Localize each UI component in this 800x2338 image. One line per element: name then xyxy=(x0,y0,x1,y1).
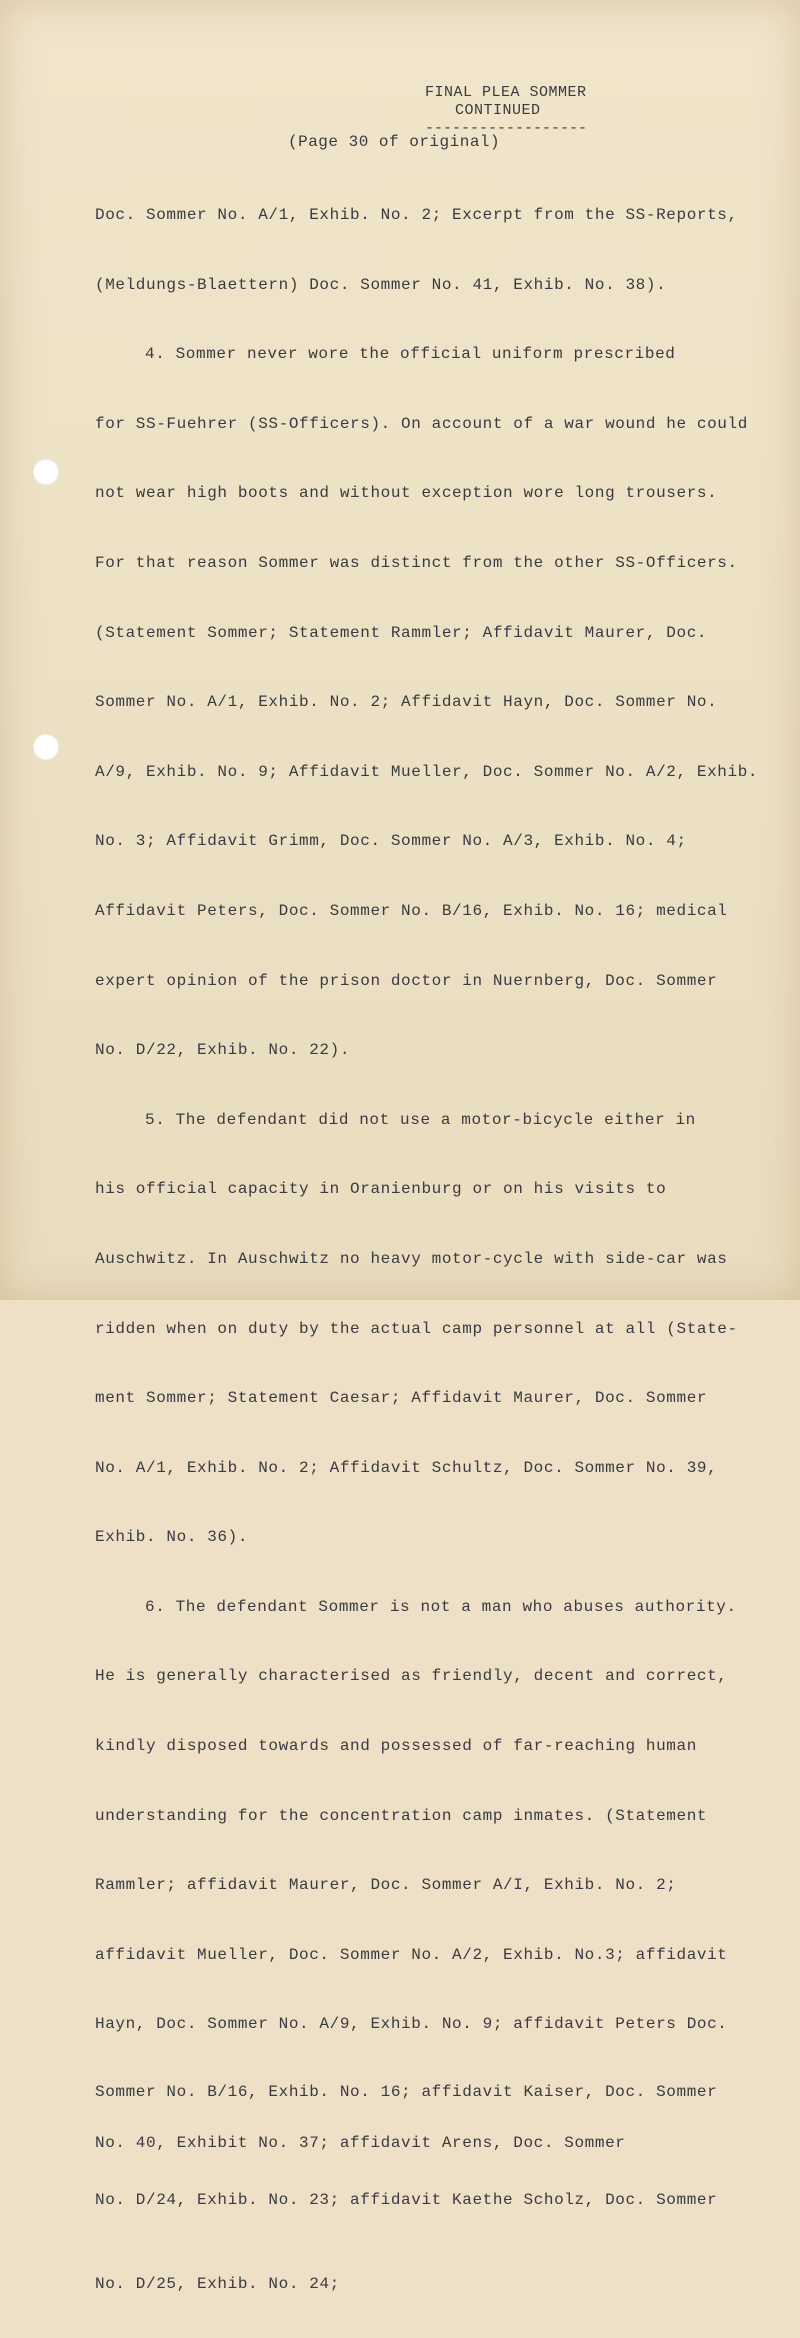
header-continued: CONTINUED xyxy=(455,102,541,119)
text-line: For that reason Sommer was distinct from the other SS-Officers. xyxy=(95,553,738,572)
punch-hole xyxy=(33,734,59,760)
header-block xyxy=(425,84,625,138)
text-line: A/9, Exhib. No. 9; Affidavit Mueller, Doc. Sommer No. A/2, Exhib. xyxy=(95,762,759,781)
text-line: Sommer No. B/16, Exhib. No. 16; affidavit Kaiser, Doc. Sommer xyxy=(95,2083,718,2102)
text-line: Doc. Sommer No. A/1, Exhib. No. 2; Excerpt from the SS-Reports, xyxy=(95,206,738,224)
text-line: expert opinion of the prison doctor in Nuernberg, Doc. Sommer xyxy=(95,971,718,990)
text-line: (Meldungs-Blaettern) Doc. Sommer No. 41, Exhib. No. 38). xyxy=(95,275,667,294)
text-line: kindly disposed towards and possessed of far-reaching human xyxy=(95,1737,697,1756)
header-title: FINAL PLEA SOMMER xyxy=(425,84,587,101)
text-line: ment Sommer; Statement Caesar; Affidavit Maurer, Doc. Sommer xyxy=(95,1389,708,1408)
paragraph-5-start: 5. The defendant did not use a motor-bicycle either in xyxy=(145,1110,696,1129)
text-line: He is generally characterised as friendly, decent and correct, xyxy=(95,1667,728,1686)
text-line: ridden when on duty by the actual camp personnel at all (State- xyxy=(95,1319,738,1338)
text-line: No. D/22, Exhib. No. 22). xyxy=(95,1041,351,1060)
paragraph-4-start: 4. Sommer never wore the official uniform prescribed xyxy=(145,345,676,364)
text-line: No. 40, Exhibit No. 37; affidavit Arens, Doc. Sommer xyxy=(95,2134,626,2153)
text-line: No. D/25, Exhib. No. 24; xyxy=(95,2275,340,2294)
text-line: affidavit Mueller, Doc. Sommer No. A/2, Exhib. No.3; affidavit xyxy=(95,1945,728,1964)
text-line: (Statement Sommer; Statement Rammler; Affidavit Maurer, Doc. xyxy=(95,623,708,642)
header-rule: ------------------ xyxy=(425,120,588,137)
text-line: understanding for the concentration camp inmates. (Statement xyxy=(95,1806,708,1825)
text-line: for SS-Fuehrer (SS-Officers). On account of a war wound he could xyxy=(95,414,748,433)
text-line: Sommer No. A/1, Exhib. No. 2; Affidavit Hayn, Doc. Sommer No. xyxy=(95,693,718,712)
text-line: No. D/24, Exhib. No. 23; affidavit Kaethe Scholz, Doc. Sommer xyxy=(95,2191,718,2210)
text-line: not wear high boots and without exception wore long trousers. xyxy=(95,484,718,503)
document-body xyxy=(95,163,765,2338)
text-line: Rammler; affidavit Maurer, Doc. Sommer A/I, Exhib. No. 2; xyxy=(95,1876,677,1895)
text-line: Affidavit Peters, Doc. Sommer No. B/16, Exhib. No. 16; medical xyxy=(95,901,728,920)
punch-hole xyxy=(33,459,59,485)
page-reference: (Page 30 of original) xyxy=(288,133,501,151)
text-line: his official capacity in Oranienburg or on his visits to xyxy=(95,1180,667,1199)
text-line: Exhib. No. 36). xyxy=(95,1528,249,1547)
paragraph-6-start: 6. The defendant Sommer is not a man who abuses authority. xyxy=(145,1597,737,1616)
text-line: No. 3; Affidavit Grimm, Doc. Sommer No. A/3, Exhib. No. 4; xyxy=(95,832,687,851)
text-line: Auschwitz. In Auschwitz no heavy motor-cycle with side-car was xyxy=(95,1249,728,1268)
text-line: No. A/1, Exhib. No. 2; Affidavit Schultz, Doc. Sommer No. 39, xyxy=(95,1458,718,1477)
text-line: Hayn, Doc. Sommer No. A/9, Exhib. No. 9; affidavit Peters Doc. xyxy=(95,2015,728,2034)
